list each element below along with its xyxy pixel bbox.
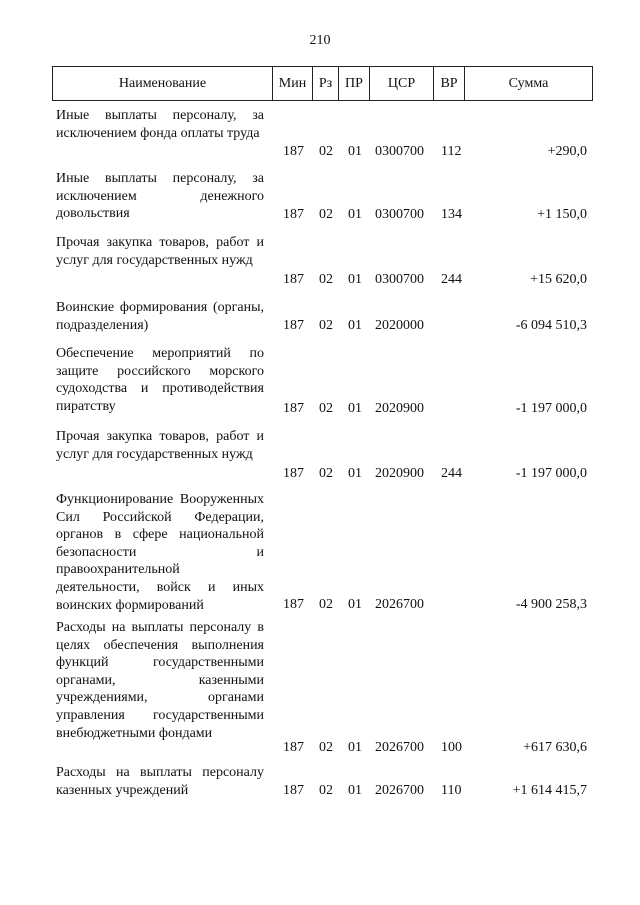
row-pr: 01: [348, 740, 362, 755]
row-rz: 02: [319, 144, 333, 159]
row-name: Прочая закупка товаров, работ и услуг для государственных нужд: [56, 429, 264, 462]
row-name: Расходы на выплаты персоналу в целях обеспечения выполнения функций государственными органами, казенными учреждениями, органами управления государственными внебюджетными фондами: [56, 620, 264, 741]
row-sum: +617 630,6: [523, 740, 587, 755]
row-csr: 0300700: [375, 207, 424, 222]
header-csr: ЦСР: [369, 67, 433, 100]
row-vr: 134: [441, 207, 462, 222]
row-pr: 01: [348, 144, 362, 159]
row-name: Иные выплаты персоналу, за исключением денежного довольствия: [56, 171, 264, 222]
row-pr: 01: [348, 466, 362, 481]
row-sum: +290,0: [547, 144, 587, 159]
row-vr: 244: [441, 466, 462, 481]
row-rz: 02: [319, 783, 333, 798]
row-sum: -6 094 510,3: [515, 318, 587, 333]
header-rz: Рз: [312, 67, 338, 100]
row-csr: 0300700: [375, 272, 424, 287]
header-sum: Сумма: [464, 67, 592, 100]
header-vr: ВР: [433, 67, 464, 100]
row-rz: 02: [319, 318, 333, 333]
page-number: 210: [309, 33, 331, 48]
row-min: 187: [283, 318, 304, 333]
row-min: 187: [283, 207, 304, 222]
row-csr: 2026700: [375, 597, 424, 612]
row-min: 187: [283, 740, 304, 755]
table-header: [52, 66, 593, 101]
row-name: Прочая закупка товаров, работ и услуг для государственных нужд: [56, 235, 264, 268]
row-min: 187: [283, 783, 304, 798]
header-min: Мин: [272, 67, 312, 100]
header-pr: ПР: [338, 67, 369, 100]
row-rz: 02: [319, 401, 333, 416]
row-vr: 110: [441, 783, 462, 798]
row-vr: 112: [441, 144, 462, 159]
row-csr: 2026700: [375, 740, 424, 755]
row-name: Воинские формирования (органы, подразделения): [56, 300, 264, 333]
row-name: Обеспечение мероприятий по защите российского морского судоходства и противодействия пиратству: [56, 346, 264, 414]
row-pr: 01: [348, 272, 362, 287]
row-sum: -1 197 000,0: [515, 466, 587, 481]
row-sum: -1 197 000,0: [515, 401, 587, 416]
row-pr: 01: [348, 207, 362, 222]
row-rz: 02: [319, 272, 333, 287]
row-pr: 01: [348, 783, 362, 798]
row-csr: 2020900: [375, 401, 424, 416]
row-name: Функционирование Вооруженных Сил Российской Федерации, органов в сфере национальной безопасности и правоохранительной деятельности, войск и иных воинских формирований: [56, 492, 264, 613]
row-rz: 02: [319, 207, 333, 222]
row-vr: 244: [441, 272, 462, 287]
row-min: 187: [283, 401, 304, 416]
row-pr: 01: [348, 318, 362, 333]
row-sum: -4 900 258,3: [515, 597, 587, 612]
row-min: 187: [283, 272, 304, 287]
header-name: Наименование: [118, 76, 207, 91]
row-min: 187: [283, 466, 304, 481]
row-min: 187: [283, 144, 304, 159]
row-sum: +1 150,0: [537, 207, 587, 222]
row-sum: +1 614 415,7: [512, 783, 587, 798]
row-rz: 02: [319, 740, 333, 755]
row-name: Расходы на выплаты персоналу казенных учреждений: [56, 765, 264, 798]
row-pr: 01: [348, 401, 362, 416]
row-name: Иные выплаты персоналу, за исключением фонда оплаты труда: [56, 108, 264, 141]
row-pr: 01: [348, 597, 362, 612]
row-sum: +15 620,0: [530, 272, 587, 287]
row-csr: 2026700: [375, 783, 424, 798]
row-min: 187: [283, 597, 304, 612]
row-rz: 02: [319, 597, 333, 612]
row-vr: 100: [441, 740, 462, 755]
row-csr: 0300700: [375, 144, 424, 159]
row-csr: 2020000: [375, 318, 424, 333]
row-csr: 2020900: [375, 466, 424, 481]
row-rz: 02: [319, 466, 333, 481]
